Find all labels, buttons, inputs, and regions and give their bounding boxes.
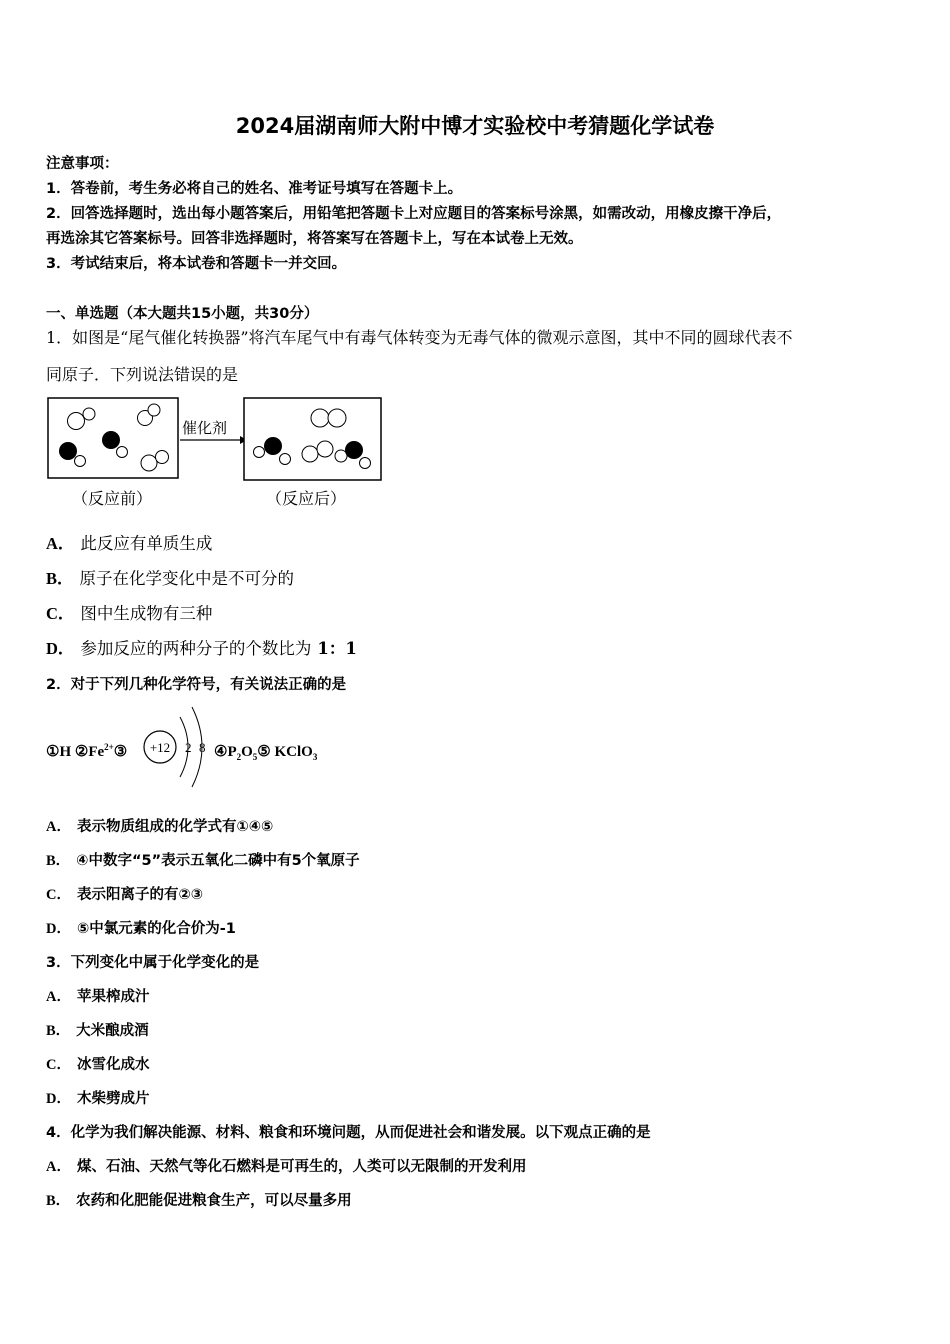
q1-option-d: D． 参加反应的两种分子的个数比为 1：1 <box>46 639 357 658</box>
q3-option-c: C． 冰雪化成水 <box>46 1057 150 1073</box>
q3-stem: 3．下列变化中属于化学变化的是 <box>46 955 260 971</box>
q2-stem: 2．对于下列几种化学符号，有关说法正确的是 <box>46 677 347 693</box>
q1-stem-line1: 1．如图是“尾气催化转换器”将汽车尾气中有毒气体转变为无毒气体的微观示意图，其中不同的圆球代表不 <box>46 328 793 347</box>
q1-option-a: A． 此反应有单质生成 <box>46 534 213 553</box>
q2-option-a: A． 表示物质组成的化学式有①④⑤ <box>46 819 274 835</box>
shell1-count: 2 <box>185 740 192 755</box>
page-title: 2024届湖南师大附中博才实验校中考猜题化学试卷 <box>235 114 715 138</box>
after-box <box>244 398 381 480</box>
notice-heading: 注意事项： <box>46 156 119 172</box>
q2-option-c: C． 表示阳离子的有②③ <box>46 887 204 903</box>
before-caption: （反应前） <box>72 489 153 508</box>
q1-option-c: C． 图中生成物有三种 <box>46 604 213 623</box>
q4-option-a: A． 煤、石油、天然气等化石燃料是可再生的，人类可以无限制的开发利用 <box>46 1159 527 1175</box>
shell2-count: 8 <box>199 740 206 755</box>
q1-option-b: B． 原子在化学变化中是不可分的 <box>46 569 295 588</box>
notice-line: 1．答卷前，考生务必将自己的姓名、准考证号填写在答题卡上。 <box>46 181 463 197</box>
q3-option-d: D． 木柴劈成片 <box>46 1091 150 1107</box>
after-caption: （反应后） <box>266 489 347 508</box>
reaction-diagram <box>44 394 389 512</box>
nucleus-charge: +12 <box>149 740 171 755</box>
q2-option-d: D． ⑤中氯元素的化合价为-1 <box>46 921 236 937</box>
section-heading: 一、单选题（本大题共15小题，共30分） <box>46 306 319 322</box>
notice-line: 3．考试结束后，将本试卷和答题卡一并交回。 <box>46 256 347 272</box>
q4-option-b: B． 农药和化肥能促进粮食生产，可以尽量多用 <box>46 1193 352 1209</box>
q2-symbols-left: ①H $②Fe^{2+}③$ <box>46 742 128 760</box>
notice-line: 再选涂其它答案标号。回答非选择题时，将答案写在答题卡上，写在本试卷上无效。 <box>46 231 583 247</box>
q4-stem: 4．化学为我们解决能源、材料、粮食和环境问题，从而促进社会和谐发展。以下观点正确的是 <box>46 1125 651 1141</box>
q3-option-a: A． 苹果榨成汁 <box>46 989 150 1005</box>
q2-option-b: B． ④中数字“5”表示五氧化二磷中有5个氧原子 <box>46 853 360 869</box>
q2-symbols-right: $④P_2O_5⑤$ KClO$_3$ <box>214 744 318 762</box>
atom-structure-diagram <box>140 703 218 789</box>
q3-option-b: B． 大米酿成酒 <box>46 1023 149 1039</box>
q1-stem-line2: 同原子．下列说法错误的是 <box>46 365 239 384</box>
notice-line: 2．回答选择题时，选出每小题答案后，用铅笔把答题卡上对应题目的答案标号涂黑，如需改动，用橡皮擦干净后， <box>46 206 782 222</box>
catalyst-label: 催化剂 <box>182 419 228 437</box>
